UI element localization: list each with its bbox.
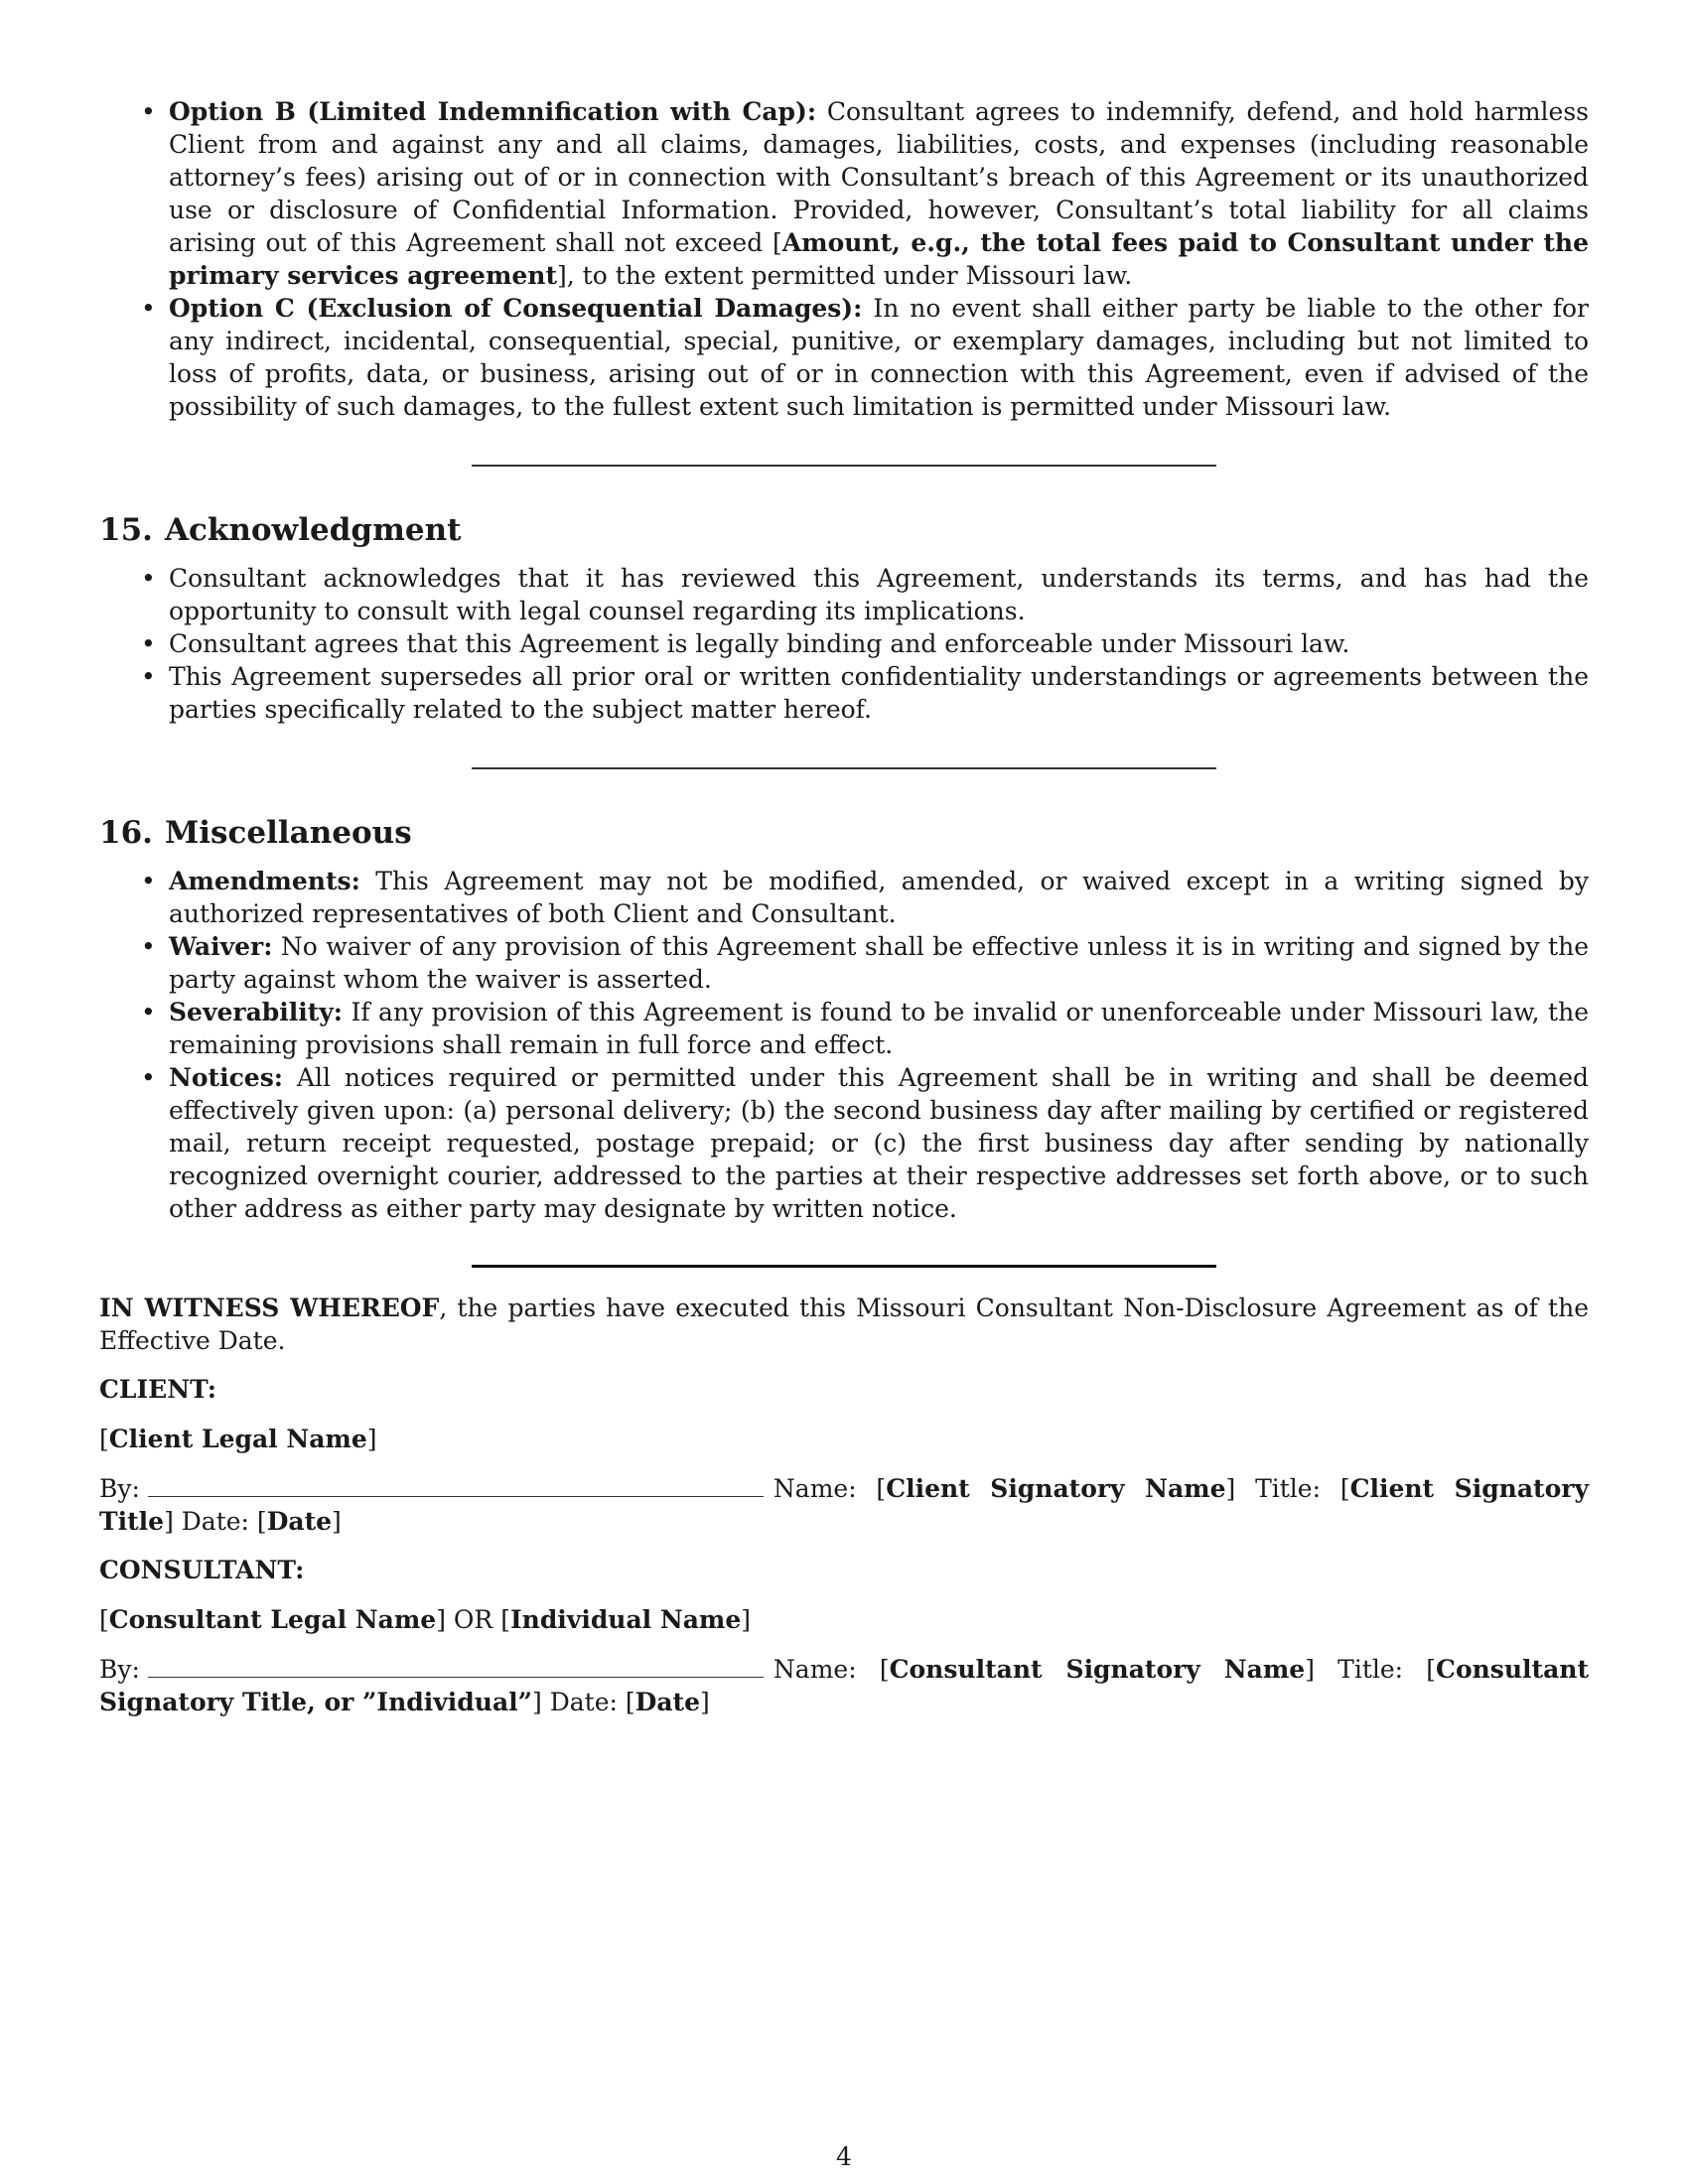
miscellaneous-list	[99, 865, 1589, 1225]
consultant-signature-block: By: Name: [Consultant Signatory Name] Title: [Consultant Signatory Title, or ”Individual”] Date: [Date]	[99, 1655, 1590, 1716]
option-text: In no event shall either party be liable to the other for any indirect, incidental, consequential, special, punitive, or exemplary damages, including but not limited to loss of profits, data, or business, arising out of or in connection with this Agreement, even if advised of the possibility of such damages, to the fullest extent such limitation is permitted under Missouri law.	[169, 294, 1589, 421]
consultant-legal-name: Consultant Legal Name	[108, 1605, 437, 1634]
list-item	[99, 292, 1589, 423]
section-divider	[472, 767, 1216, 769]
by-label: By:	[99, 1474, 140, 1503]
document-page	[99, 95, 1589, 1718]
consultant-heading	[99, 1554, 1589, 1586]
section-number: 16.	[99, 815, 153, 851]
option-placeholder: Amount, e.g., the total fees paid to Consultant under the primary services agreement	[169, 228, 1589, 290]
client-date: Date	[266, 1507, 333, 1536]
section-divider	[472, 465, 1216, 467]
name-label: Name:	[773, 1655, 857, 1684]
client-signatory-name: Client Signatory Name	[886, 1474, 1226, 1503]
signature-divider	[472, 1265, 1216, 1268]
client-signature-line[interactable]	[148, 1472, 764, 1497]
option-text: Consultant agrees to indemnify, defend, and hold harmless Client from and against any and all claims, damages, liabilities, costs, and expenses (including reasonable attorney’s fees) arising out of or in connection with Consultant’s breach of this Agreement or its unauthorized use or disclosure of Confidential Information. Provided, however, Consultant’s total liability for all claims arising out of this Agreement shall not exceed [	[169, 97, 1589, 257]
date-label: Date:	[181, 1507, 249, 1536]
section-title: Miscellaneous	[164, 815, 412, 851]
name-label: Name:	[773, 1474, 857, 1503]
consultant-signatory-name: Consultant Signatory Name	[889, 1655, 1306, 1684]
or-label: OR	[453, 1605, 493, 1634]
list-item: • This Agreement supersedes all prior oral or written confidentiality understandings or agreements between the parties specifically related to the subject matter hereof.	[99, 660, 1589, 726]
consultant-signatory-title: Consultant Signatory Title, or ”Individual”	[99, 1655, 1590, 1716]
list-item: • Consultant agrees that this Agreement is legally binding and enforceable under Missouri law.	[99, 627, 1589, 660]
page-number: 4	[836, 2142, 852, 2171]
list-item	[99, 996, 1589, 1061]
date-label: Date:	[549, 1688, 618, 1716]
list-item	[99, 930, 1589, 996]
by-label: By:	[99, 1655, 140, 1684]
title-label: Title:	[1337, 1655, 1404, 1684]
section-title: Acknowledgment	[164, 512, 462, 548]
item-label: Amendments:	[169, 867, 360, 895]
consultant-heading-label: CONSULTANT:	[99, 1556, 305, 1584]
item-label: Waiver:	[169, 932, 273, 961]
consultant-legal-name-line: [Consultant Legal Name] OR [Individual Name]	[99, 1605, 752, 1634]
section-heading	[99, 510, 1589, 550]
client-heading	[99, 1373, 1589, 1406]
list-item	[99, 95, 1589, 292]
item-text: No waiver of any provision of this Agreement shall be effective unless it is in writing and signed by the party against whom the waiver is asserted.	[169, 932, 1589, 994]
list-item: • Consultant acknowledges that it has reviewed this Agreement, understands its terms, and has had the opportunity to consult with legal counsel regarding its implications.	[99, 562, 1589, 627]
section-number: 15.	[99, 512, 153, 548]
witness-text: , the parties have executed this Missouri Consultant Non-Disclosure Agreement as of the Effective Date.	[99, 1294, 1589, 1355]
item-text: If any provision of this Agreement is found to be invalid or unenforceable under Missouri law, the remaining provisions shall remain in full force and effect.	[169, 998, 1589, 1059]
witness-label: IN WITNESS WHEREOF	[99, 1294, 440, 1322]
item-label: Notices:	[169, 1063, 284, 1092]
item-text: All notices required or permitted under this Agreement shall be in writing and shall be deemed effectively given upon: (a) personal delivery; (b) the second business day after mailing by certified or registered mail, return receipt requested, postage prepaid; or (c) the first business day after sending by nationally recognized overnight courier, addressed to the parties at their respective addresses set forth above, or to such other address as either party may designate by written notice.	[169, 1063, 1589, 1223]
option-label: Option B (Limited Indemnification with Cap):	[169, 97, 817, 126]
indemnification-options-list	[99, 95, 1589, 423]
option-label: Option C (Exclusion of Consequential Damages):	[169, 294, 863, 323]
list-item	[99, 1061, 1589, 1225]
option-text: ], to the extent permitted under Missouri law.	[557, 261, 1133, 290]
acknowledgment-list	[99, 562, 1589, 726]
client-legal-name-line: [Client Legal Name]	[99, 1425, 377, 1453]
consultant-signature-line[interactable]	[148, 1653, 764, 1678]
client-legal-name: Client Legal Name	[108, 1425, 367, 1453]
item-label: Severability:	[169, 998, 344, 1026]
witness-paragraph	[99, 1292, 1589, 1357]
list-item	[99, 865, 1589, 930]
consultant-date: Date	[634, 1688, 700, 1716]
section-heading	[99, 813, 1589, 853]
title-label: Title:	[1255, 1474, 1322, 1503]
item-text: This Agreement may not be modified, amended, or waived except in a writing signed by authorized representatives of both Client and Consultant.	[169, 867, 1589, 928]
individual-name: Individual Name	[509, 1605, 742, 1634]
client-signature-block: By: Name: [Client Signatory Name] Title: [Client Signatory Title] Date: [Date]	[99, 1474, 1589, 1536]
client-heading-label: CLIENT:	[99, 1375, 217, 1404]
client-signatory-title: Client Signatory Title	[99, 1474, 1589, 1536]
